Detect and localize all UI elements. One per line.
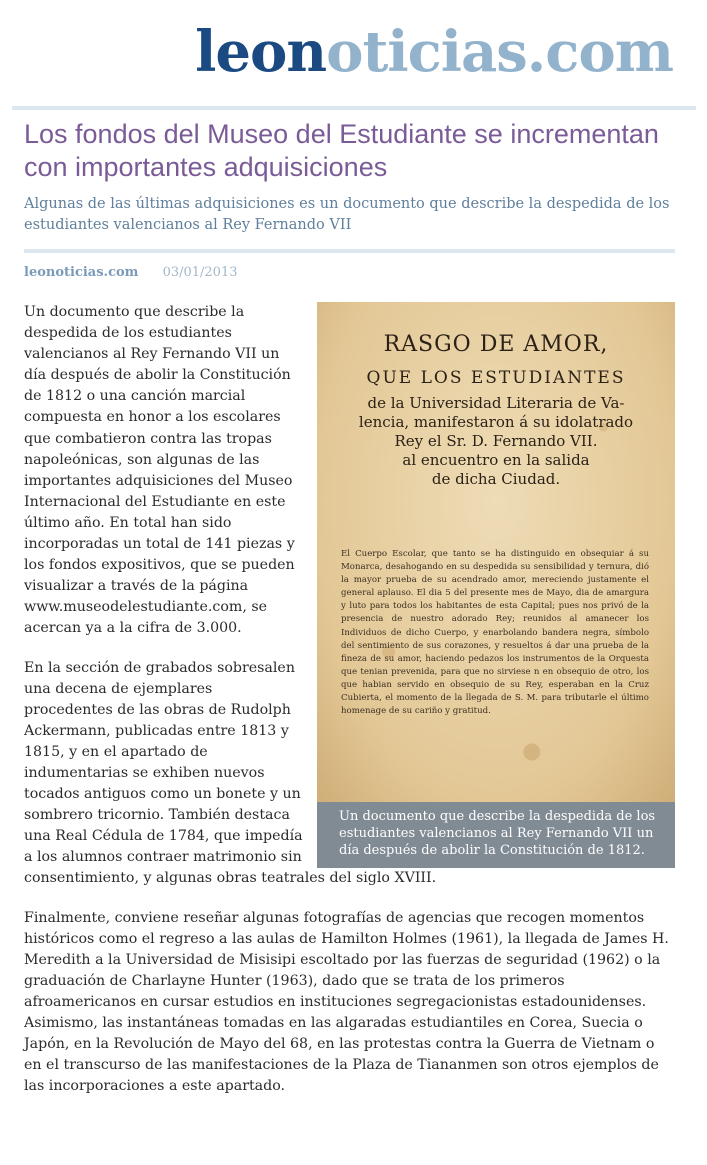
article-title: Los fondos del Museo del Estudiante se incrementan con importantes adquisiciones	[24, 119, 659, 182]
article-paragraph: En la sección de grabados sobresalen una decena de ejemplares procedentes de las obras de Rudolph Ackermann, publicadas entre 1813 y 1815, y en el apartado de indumentarias se exhiben nuevos tocados antiguos como un bonete y un sombrero tricornio. También destaca una Real Cédula de 1784, que impedía a los alumnos contraer matrimonio sin consentimiento, y algunas obras teatrales del siglo XVIII.	[24, 659, 437, 887]
figure-spacer	[315, 302, 675, 868]
article-body	[24, 302, 675, 1115]
article-paragraph: Finalmente, conviene reseñar algunas fotografías de agencias que recogen momentos históricos como el regreso a las aulas de Hamilton Holmes (1961), la llegada de James H. Meredith a la Universidad de Misisipi escoltado por las fuerzas de seguridad (1962) o la graduación de Charlayne Hunter (1963), dado que se trata de los primeros afroamericanos en cursar estudios en instituciones segregacionistas estadounidenses. Asimismo, las instantáneas tomadas en las algaradas estudiantiles en Corea, Suecia o Japón, en la Revolución de Mayo del 68, en las protestas contra la Guerra de Vietnam o en el transcurso de las manifestaciones de la Plaza de Tiananmen son otros ejemplos de las incorporaciones a este apartado.	[24, 909, 669, 1095]
article-source[interactable]: leonoticias.com	[24, 265, 139, 280]
figure-caption-text: Un documento que describe la despedida de los estudiantes valencianos al Rey Fernando VII un día después de abolir la Constitución de 1812.	[339, 809, 656, 858]
article-date: 03/01/2013	[162, 265, 238, 280]
doc-subheading: QUE LOS ESTUDIANTES	[366, 368, 626, 388]
logo-text-dark: leon	[195, 19, 327, 85]
doc-body-text: El Cuerpo Escolar, que tanto se ha distinguido en obsequiar á su Monarca, desahogando en su despedida su sensibilidad y ternura, dió la mayor prueba de su acendrado amor, mereciendo justamente el general aplauso. El dia 5 del presente mes de Mayo, dia de amargura y luto para todos los habitantes de esta Capital; pues nos privó de la presencia de nuestro adorado Rey; reunidos al amanecer los Individuos de dicho Cuerpo, y enarbolando bandera negra, símbolo del sentimiento de sus corazones, y resueltos á dar una prueba de la fineza de su amor, haciendo pedazos los instrumentos de la Orquesta que tenian prevenida, para que no sirviese n en obsequio de otro, los que habian servido en obsequio de su Rey, esperaban en la Cruz Cubierta, el momento de la llegada de S. M. para tributarle el último homenage de su cariño y gratitud.	[341, 549, 649, 717]
article-paragraph: Un documento que describe la despedida de los estudiantes valencianos al Rey Fernando VII un día después de abolir la Constitución de 1812 o una canción marcial compuesta en honor a los escolares que combatieron contra las tropas napoleónicas, son algunas de las importantes adquisiciones del Museo Internacional del Estudiante en este último año. En total han sido incorporadas un total de 141 piezas y los fondos expositivos, que se pueden visualizar a través de la página www.museodelestudiante.com, se acercan ya a la cifra de 3.000.	[24, 304, 295, 637]
doc-heading: RASGO DE AMOR,	[383, 332, 609, 357]
doc-line: de dicha Ciudad.	[431, 470, 561, 488]
site-logo[interactable]	[195, 20, 673, 84]
header-divider	[12, 106, 696, 110]
article-meta	[24, 264, 238, 282]
article-subtitle: Algunas de las últimas adquisiciones es un documento que describe la despedida de los estudiantes valencianos al Rey Fernando VII	[24, 196, 670, 233]
doc-line: de la Universidad Literaria de Va-	[367, 394, 625, 412]
subtitle-divider	[24, 249, 675, 253]
doc-line: Rey el Sr. D. Fernando VII.	[394, 432, 598, 450]
doc-line: al encuentro en la salida	[402, 451, 590, 469]
logo-text-light: oticias.com	[326, 19, 673, 85]
doc-line: lencia, manifestaron á su idolatrado	[358, 413, 634, 431]
